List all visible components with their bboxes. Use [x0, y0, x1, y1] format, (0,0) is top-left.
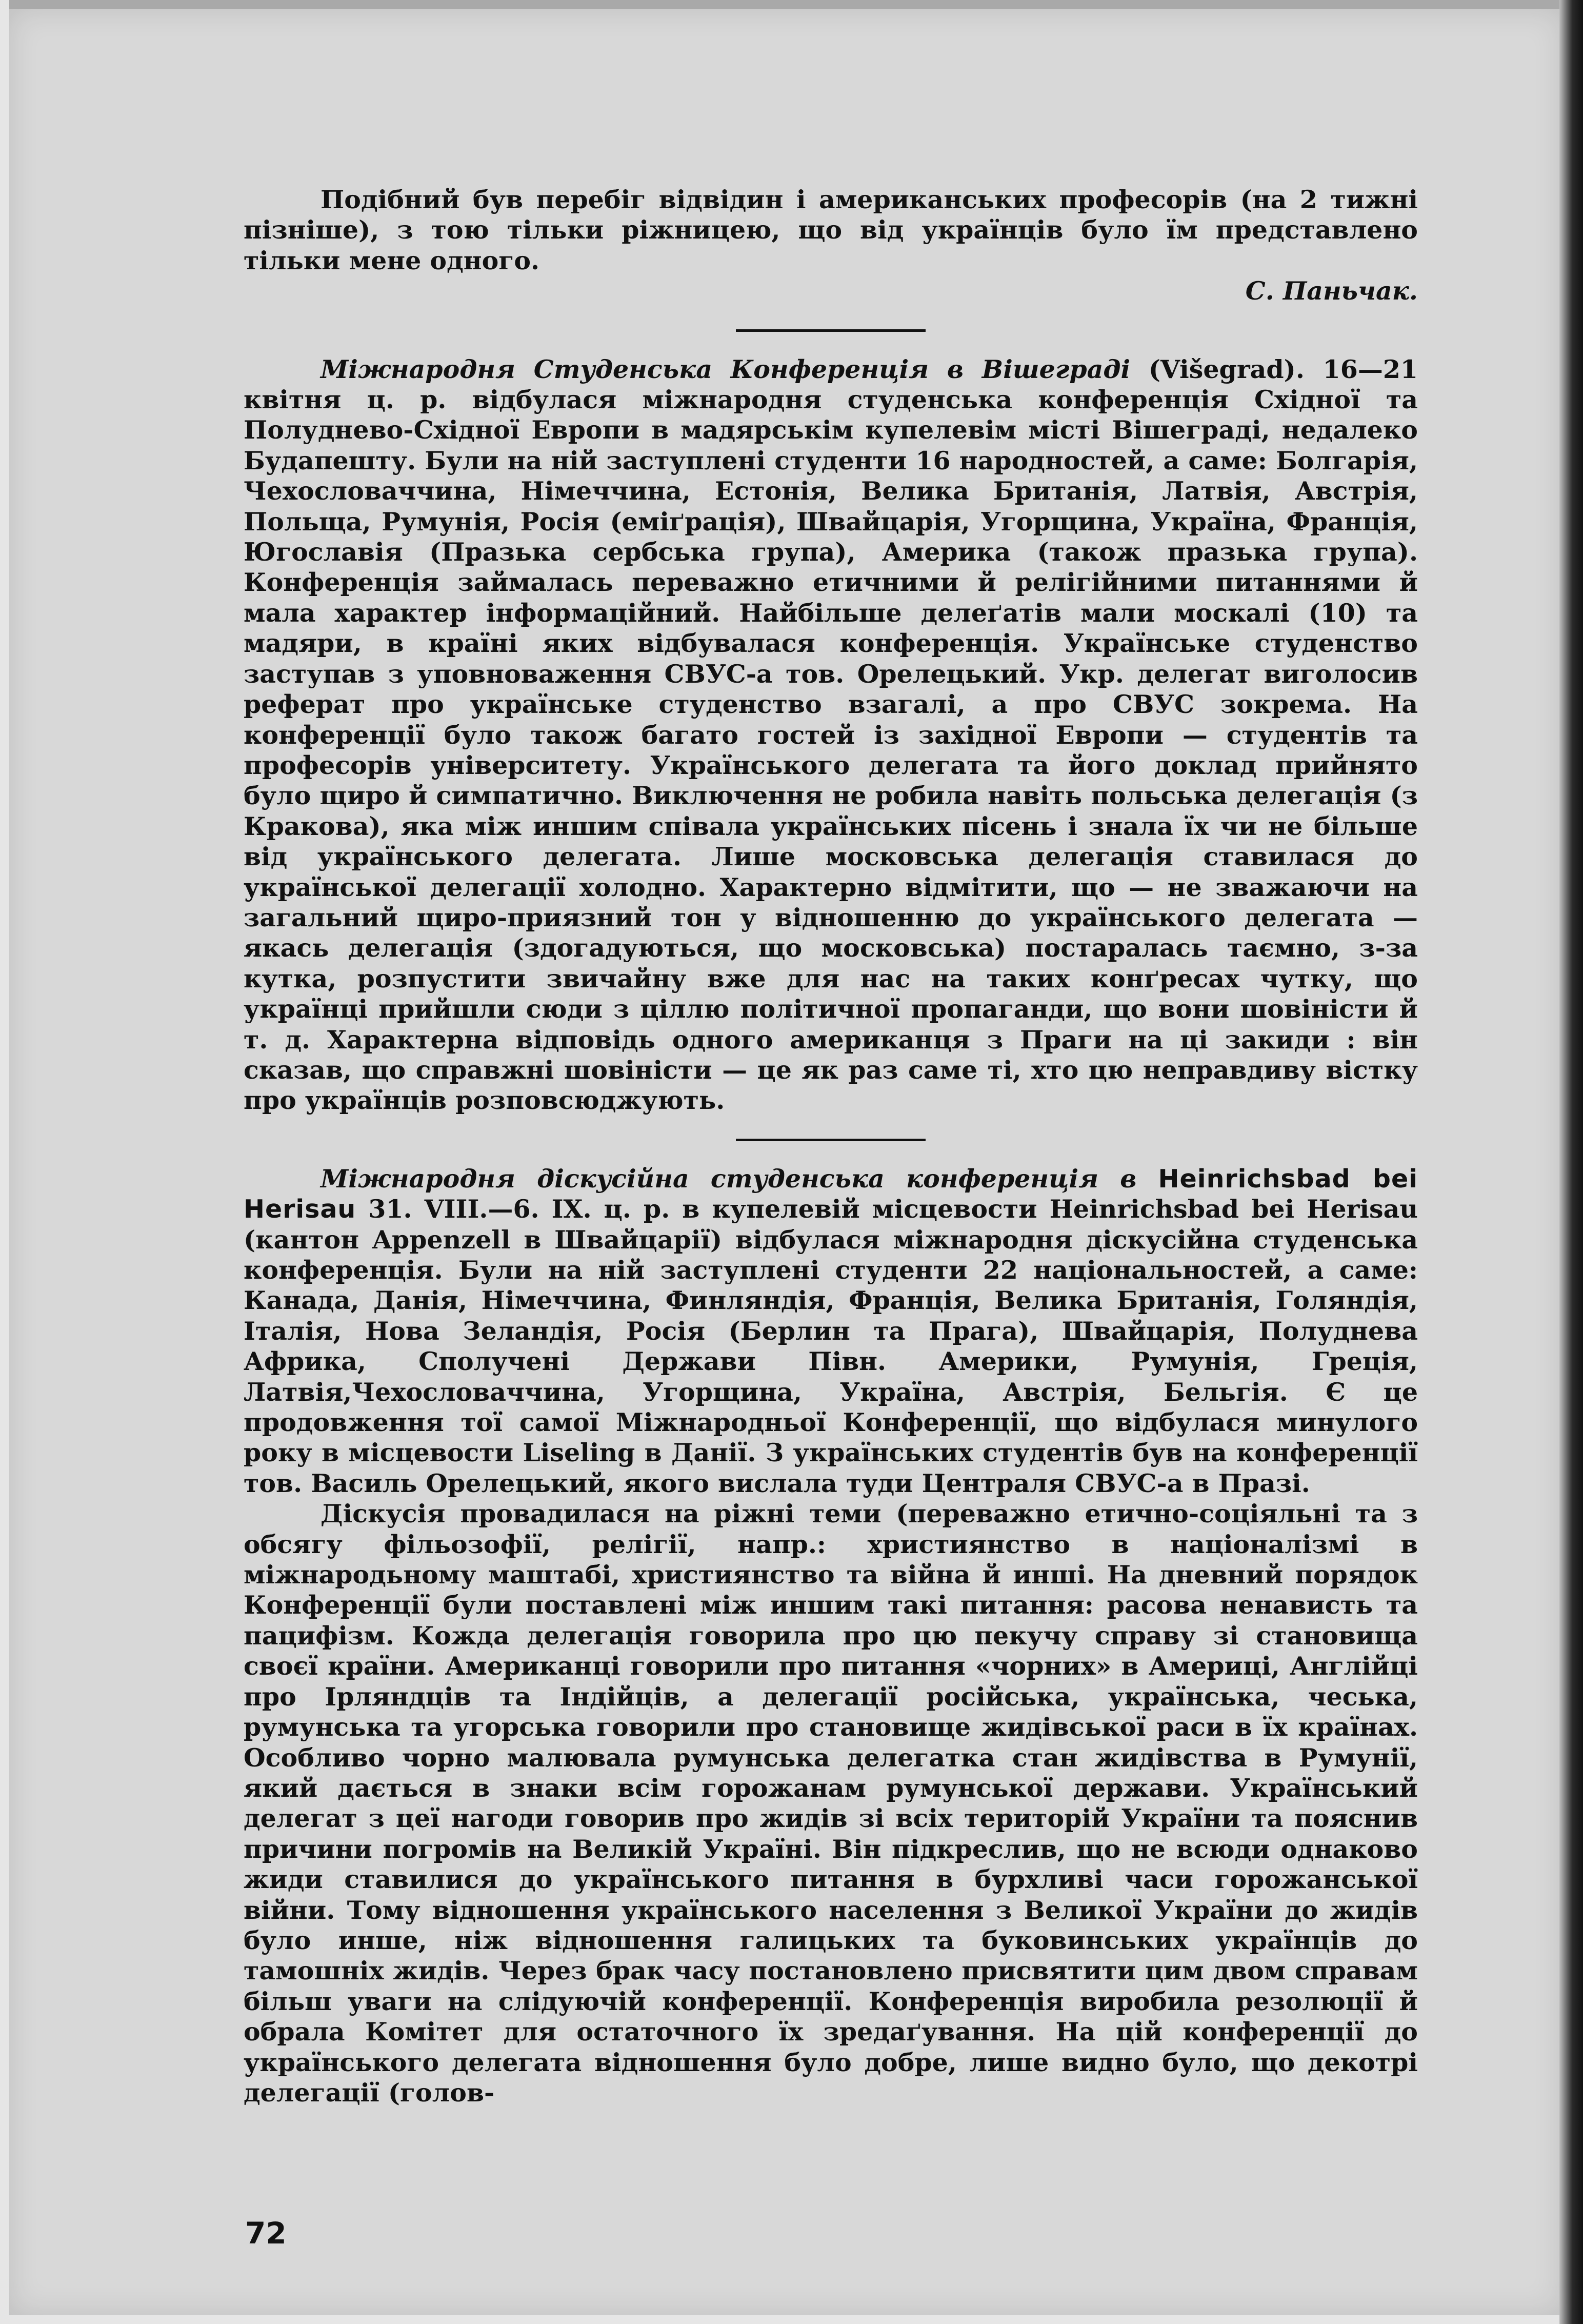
article-place-visegrad: (Višegrad). — [1148, 354, 1305, 384]
article-title-heinrichsbad: Міжнародня діскусійна студенська конференція в — [320, 1163, 1137, 1194]
signature-panchak: С. Паньчак. — [1245, 276, 1418, 306]
section-divider — [736, 1139, 926, 1141]
page-top-edge — [9, 0, 1559, 9]
article-body-visegrad: 16—21 квітня ц. р. відбулася міжнародня студенська конференція Східної та Полуднево-Східної Европи в мадярськім купелевім місті Вішеграді, недалеко Будапешту. Були на ній заступлені студенти 16 народностей, а саме: Болгарія, Чехословаччина, Німеччина, Естонія, Велика Британія, Латвія, Австрія, Польща, Румунія, Росія (еміґрація), Швайцарія, Угорщина, Україна, Франція, Югославія (Празька сербська група), Америка (також празька група). Конференція займалась переважно етичними й релігійними питаннями й мала характер інформаційний. Найбільше делеґатів мали москалі (10) та мадяри, в країні яких відбувалася конференція. Українське студенство заступав з уповноваження СВУС-а тов. Орелецький. Укр. делегат виголосив реферат про українське студенство взагалі, а про СВУС зокрема. На конференції було також багато гостей із західної Европи — студентів та професорів університету. Українського делегата та його доклад прийнято було щиро й симпатично. Виключення не робила навіть польська делегація (з Кракова), яка між иншим співала українських пісень і знала їх чи не більше від українського делегата. Лише московська делегація ставилася до української делегації холодно. Характерно відмітити, що — не зважаючи на загальний щиро-приязний тон у відношенню до українського делегата — якась делегація (здогадуються, що московська) постаралась таємно, з-за кутка, розпустити звичайну вже для нас на таких конґресах чутку, що українці прийшли сюди з ціллю політичної пропаганди, що вони шовіністи й т. д. Характерна відповідь одного американця з Праги на ці закиди : він сказав, що справжні шовіністи — це як раз саме ті, хто цю неправдиву вістку про українців розповсюджують. — [244, 354, 1418, 1116]
book-binding — [1559, 0, 1583, 2324]
article-visegrad — [244, 354, 1418, 1116]
page-text — [244, 185, 1418, 2108]
article-body-heinrichsbad: 31. VIII.—6. IX. ц. р. в купелевій місцевости Heinrichsbad bei Herisau (кантон Appenzell в Швайцарії) відбулася міжнародня діскусійна студенська конференція. Були на ній заступлені студенти 22 національностей, а саме: Канада, Данія, Німеччина, Финляндія, Франція, Велика Британія, Голяндія, Італія, Нова Зеландія, Росія (Берлин та Прага), Швайцарія, Полуднева Африка, Сполучені Держави Півн. Америки, Румунія, Греція, Латвія,Чехословаччина, Угорщина, Україна, Австрія, Бельгія. Є це продовження тої самої Міжнародньої Конференції, що відбулася минулого року в місцевости Liseling в Данії. З українських студентів був на конференції тов. Василь Орелецький, якого вислала туди Централя СВУС-а в Празі. — [244, 1194, 1418, 1498]
paragraph-discussion: Діскусія провадилася на ріжні теми (переважно етично-соціяльні та з обсягу фільозофії, релігії, напр.: християнство в націоналізмі в міжнародьному маштабі, християнство та війна й инші. На дневний порядок Конференції були поставлені між иншим такі питання: расова ненависть та пацифізм. Кожда делегація говорила про цю пекучу справу зі становища своєї країни. Американці говорили про питання «чорних» в Америці, Англійці про Ірляндців та Індійців, а делегації російська, українська, чеська, румунська та угорська говорили про становище жидівської раси в їх країнах. Особливо чорно малювала румунська делегатка стан жидівства в Румунії, який дається в знаки всім горожанам румунської держави. Український делегат з цеї нагоди говорив про жидів зі всіх територій України та пояснив причини погромів на Великій Україні. Він підкреслив, що не всюди однаково жиди ставилися до українського питання в бурхливі часи горожанської війни. Тому відношення українського населення з Великої України до жидів було инше, ніж відношення галицьких та буковинських українців до тамошніх жидів. Через брак часу постановлено присвятити цим двом справам більш уваги на слідуючій конференції. Конференція виробила резолюції й обрала Комітет для остаточного їх зредаґування. На цій конференції до українського делегата відношення було добре, лише видно було, що декотрі делегації (голов- — [244, 1499, 1418, 2108]
paragraph-professors-visit: Подібний був перебіг відвідин і американських професорів (на 2 тижні пізніше), з тою тільки ріжницею, що від українців було їм представлено тільки мене одного. — [244, 185, 1418, 275]
article-place-heinrichsbad: Heinrichsbad bei Herisau — [244, 1164, 1418, 1224]
page-number: 72 — [245, 2216, 287, 2251]
section-divider — [736, 329, 926, 332]
article-title-visegrad: Міжнародня Студенська Конференція в Вішеграді — [320, 354, 1131, 384]
article-heinrichsbad — [244, 1164, 1418, 1499]
